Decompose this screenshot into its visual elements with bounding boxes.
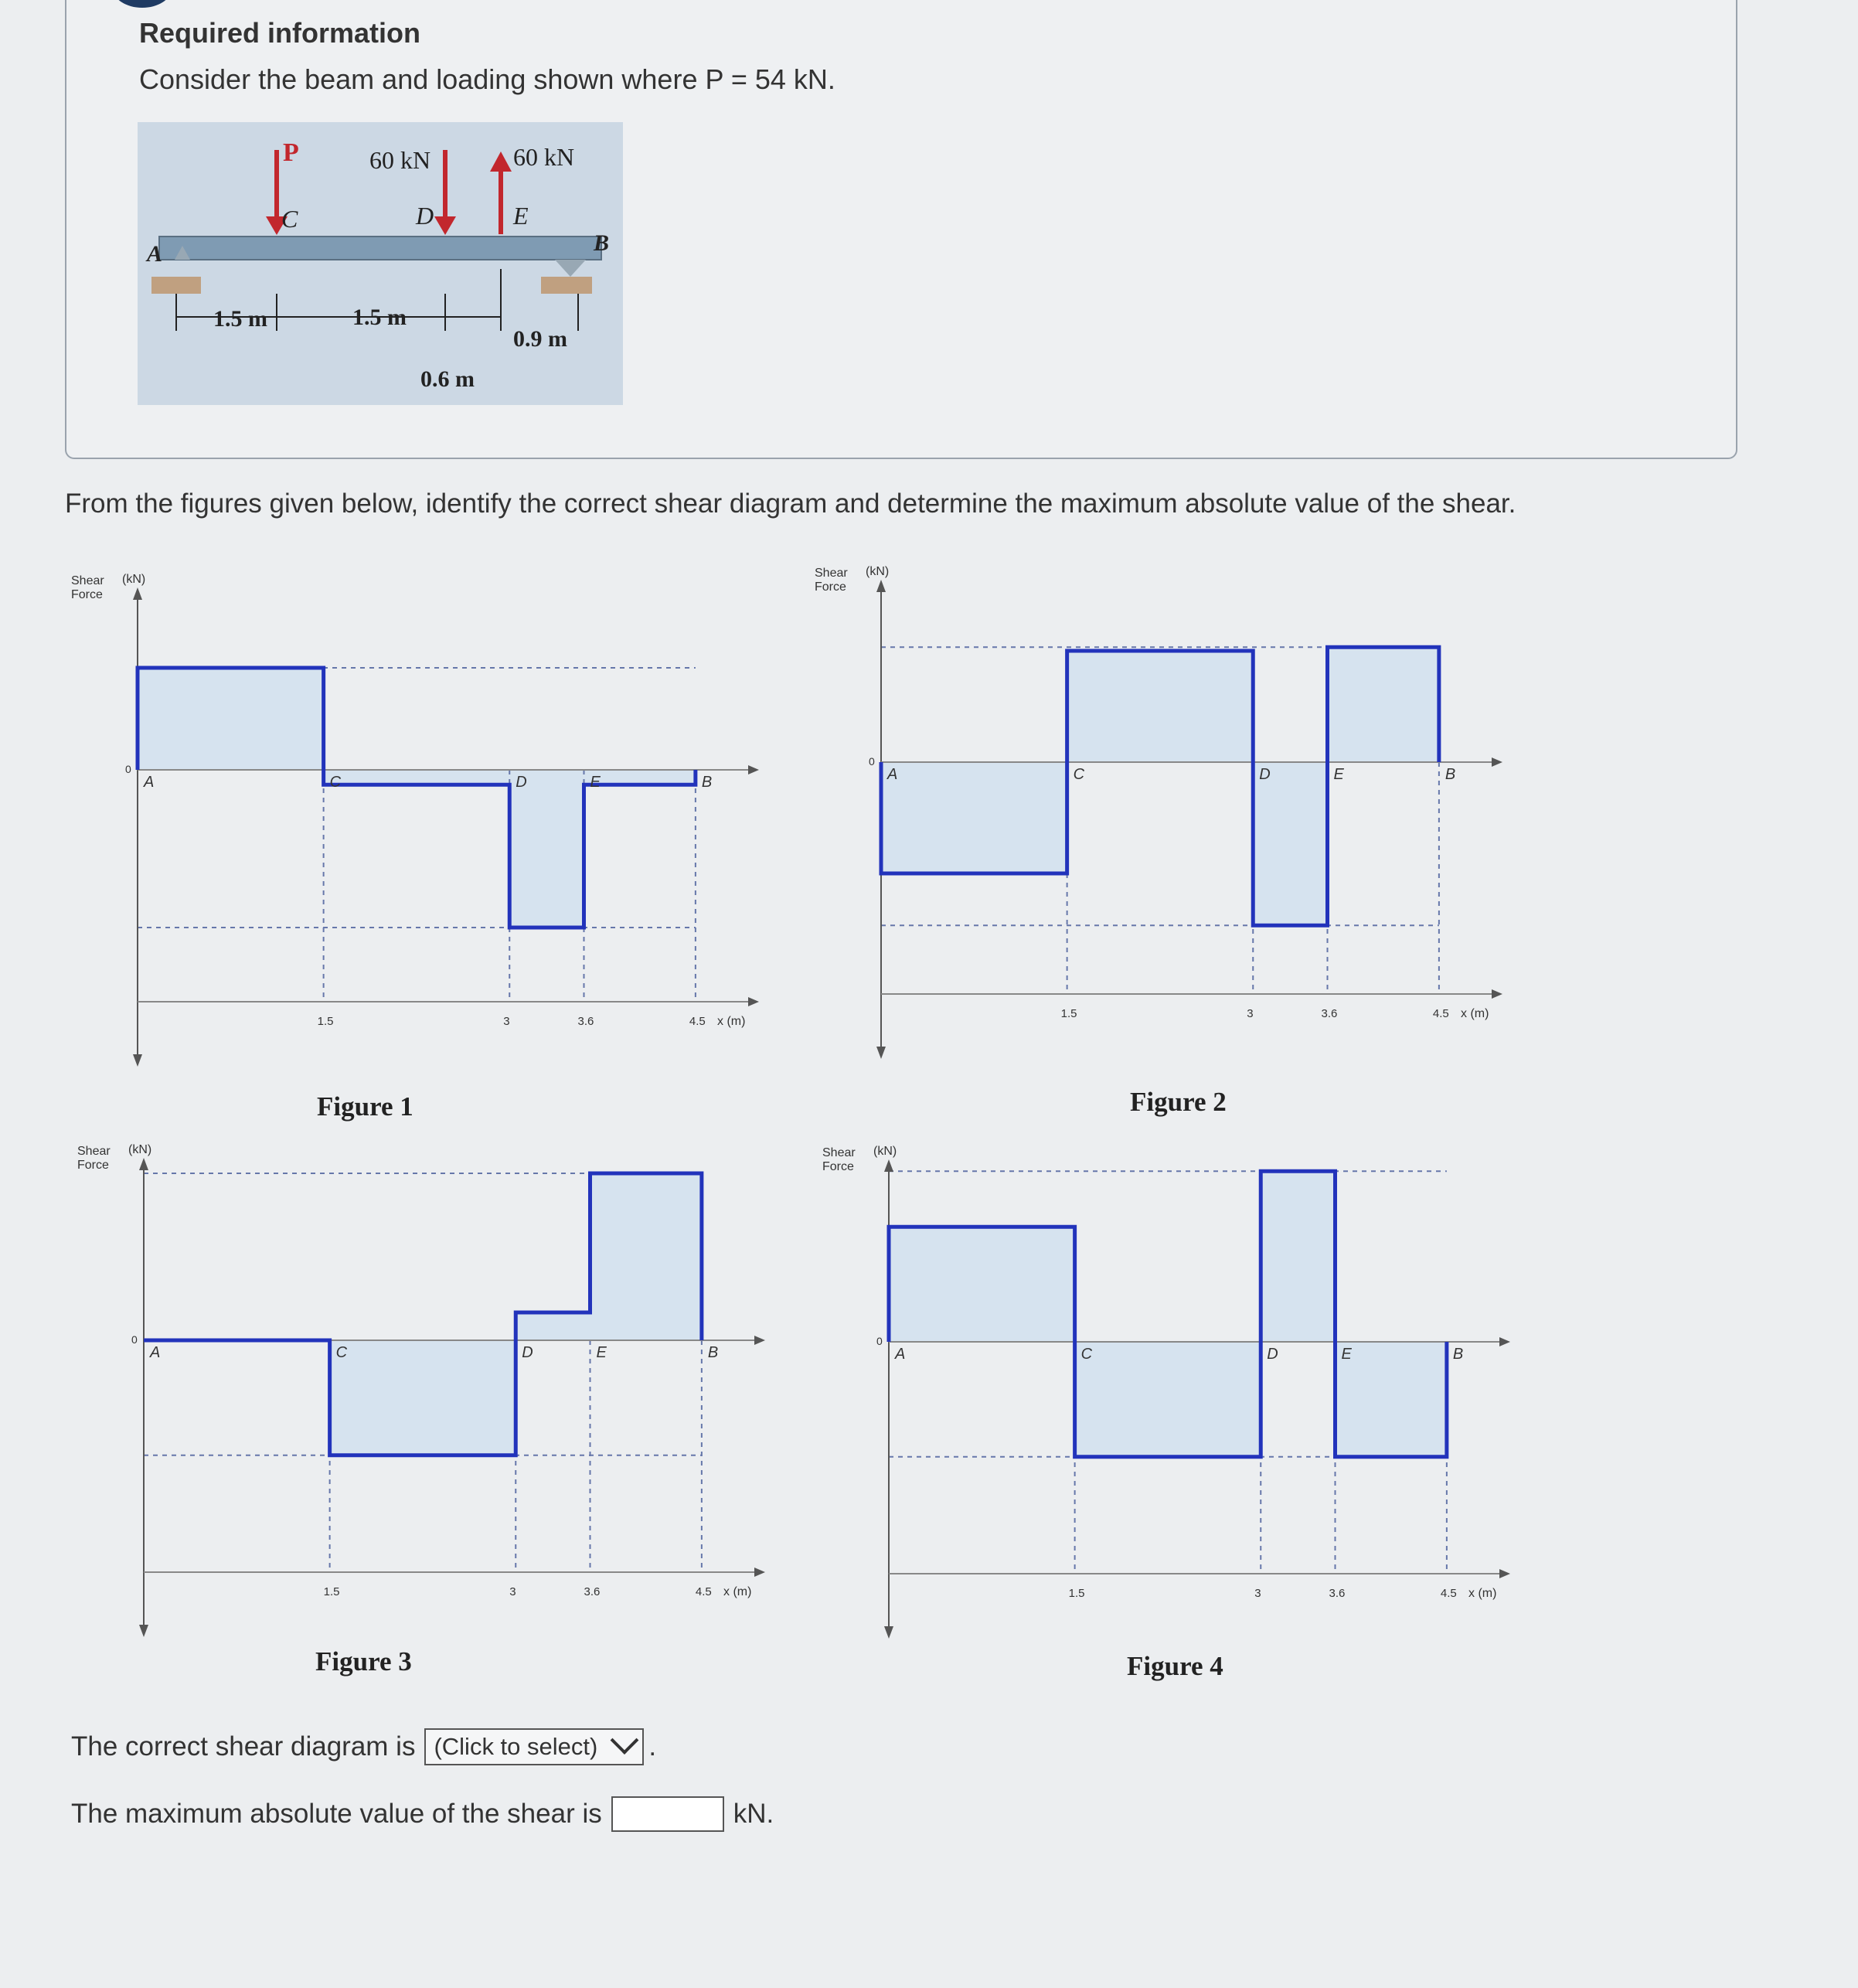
- y-title: Force: [815, 580, 846, 594]
- y-title: Shear: [71, 574, 104, 587]
- shear-fill-segment: [881, 762, 1067, 873]
- tick-label: 4.5: [689, 1015, 706, 1028]
- y-title: Shear: [815, 567, 848, 580]
- x-axis-arrow-icon: [1499, 1569, 1510, 1578]
- tick-label: 3: [1254, 1587, 1261, 1600]
- x-axis-arrow-icon: [1492, 989, 1502, 999]
- dim-1-label: 1.5 m: [213, 306, 267, 332]
- figure-2-caption: Figure 2: [1130, 1087, 1227, 1117]
- dim-4-label: 0.6 m: [420, 366, 475, 392]
- x-axis-arrow-icon: [754, 1568, 765, 1577]
- tick-label: 3.6: [577, 1015, 594, 1028]
- point-label: E: [1341, 1346, 1352, 1363]
- shear-fill-segment: [590, 1173, 702, 1340]
- load-e-arrow-icon: [490, 151, 512, 172]
- chevron-down-icon: [611, 1726, 639, 1755]
- tick-label: 1.5: [317, 1015, 334, 1028]
- point-label: B: [1452, 1346, 1464, 1363]
- q2-label: The maximum absolute value of the shear is: [71, 1799, 602, 1829]
- y-axis-arrow-icon: [139, 1158, 148, 1170]
- shear-fill-segment: [1253, 762, 1327, 925]
- shear-figure-1: [68, 569, 779, 1098]
- label-d: D: [416, 202, 434, 230]
- dim-3-label: 0.9 m: [513, 326, 567, 352]
- y-unit: (kN): [128, 1143, 152, 1156]
- tick-label: 1.5: [323, 1585, 340, 1598]
- label-p: P: [283, 138, 299, 167]
- answer-row-diagram: [71, 1728, 656, 1765]
- zero-label: 0: [125, 763, 131, 775]
- load-d-arrow-icon: [434, 216, 456, 235]
- point-label: B: [701, 774, 713, 791]
- shear-fill-segment: [1075, 1342, 1261, 1457]
- y-axis-arrow-icon: [876, 1047, 886, 1059]
- label-b: B: [594, 230, 610, 256]
- answer-row-shear: [71, 1796, 774, 1832]
- shear-fill-segment: [1067, 651, 1254, 762]
- tick-label: 1.5: [1060, 1007, 1077, 1020]
- shear-fill-segment: [1261, 1171, 1335, 1342]
- y-axis-arrow-icon: [876, 580, 886, 592]
- beam-loading-figure: [138, 122, 623, 405]
- shear-figure-4: [819, 1141, 1530, 1670]
- shear-fill-segment: [516, 1312, 590, 1340]
- point-label: D: [1259, 766, 1271, 783]
- label-a: A: [147, 241, 163, 267]
- x-unit: x (m): [1468, 1587, 1497, 1600]
- x-axis-arrow-icon: [754, 1336, 765, 1345]
- y-title: Shear: [77, 1145, 111, 1158]
- tick-label: 4.5: [1440, 1587, 1457, 1600]
- shear-fill-segment: [330, 1340, 516, 1455]
- point-label: A: [887, 766, 898, 783]
- figure-3-caption: Figure 3: [315, 1646, 412, 1677]
- shear-plot-svg: [68, 569, 779, 1094]
- dim-2-label: 1.5 m: [352, 305, 407, 330]
- point-label: D: [522, 1344, 533, 1361]
- point-label: C: [335, 1344, 348, 1361]
- point-label: D: [516, 774, 527, 791]
- y-axis-arrow-icon: [133, 1054, 142, 1067]
- support-base-a: [151, 277, 201, 294]
- kn-unit: kN.: [733, 1799, 774, 1829]
- shear-fill-segment: [1328, 647, 1439, 762]
- tick-label: 3.6: [1329, 1587, 1346, 1600]
- tick-label: 4.5: [1432, 1007, 1449, 1020]
- tick-label: 1.5: [1068, 1587, 1085, 1600]
- y-axis-arrow-icon: [133, 587, 142, 600]
- x-axis-arrow-icon: [748, 997, 759, 1006]
- corner-badge-icon: [113, 0, 172, 8]
- y-unit: (kN): [122, 573, 146, 586]
- q1-period: .: [648, 1731, 657, 1762]
- zero-label: 0: [131, 1333, 138, 1346]
- figure-4-caption: Figure 4: [1127, 1651, 1223, 1681]
- max-shear-input[interactable]: [611, 1796, 724, 1832]
- y-title: Shear: [822, 1146, 856, 1159]
- y-axis-arrow-icon: [884, 1626, 893, 1639]
- point-label: C: [329, 774, 342, 791]
- tick-label: 3: [503, 1015, 510, 1028]
- label-c: C: [281, 205, 298, 233]
- tick-label: 3.6: [1321, 1007, 1338, 1020]
- shear-fill-segment: [324, 770, 510, 785]
- zero-label: 0: [876, 1335, 883, 1347]
- point-label: A: [150, 1344, 161, 1361]
- x-axis-arrow-icon: [1499, 1337, 1510, 1346]
- shear-figure-2: [812, 561, 1523, 1091]
- shear-figure-3: [74, 1139, 785, 1669]
- beam-body: [159, 237, 601, 260]
- x-unit: x (m): [723, 1585, 752, 1598]
- diagram-select-label: (Click to select): [434, 1733, 598, 1760]
- point-label: D: [1267, 1346, 1278, 1363]
- required-info-title: Required information: [139, 17, 421, 49]
- beam-svg: [138, 122, 623, 405]
- question-prompt: From the figures given below, identify the correct shear diagram and determine the maximum absolute value of the shear.: [65, 488, 1516, 519]
- label-60kn-down: 60 kN: [369, 146, 431, 174]
- shear-plot-svg: [819, 1141, 1530, 1666]
- label-e: E: [513, 202, 529, 230]
- point-label: A: [895, 1346, 906, 1363]
- x-unit: x (m): [1461, 1007, 1489, 1020]
- shear-fill-segment: [1336, 1342, 1447, 1457]
- tick-label: 3: [509, 1585, 516, 1598]
- x-axis-arrow-icon: [748, 765, 759, 774]
- tick-label: 4.5: [695, 1585, 712, 1598]
- x-axis-arrow-icon: [1492, 757, 1502, 767]
- shear-fill-segment: [889, 1227, 1075, 1342]
- tick-label: 3.6: [584, 1585, 601, 1598]
- tick-label: 3: [1247, 1007, 1254, 1020]
- point-label: E: [590, 774, 601, 791]
- y-axis-arrow-icon: [139, 1625, 148, 1637]
- label-60kn-up: 60 kN: [513, 143, 575, 171]
- shear-plot-svg: [812, 561, 1523, 1087]
- zero-label: 0: [869, 755, 875, 768]
- point-label: E: [596, 1344, 607, 1361]
- shear-fill-segment: [584, 770, 696, 785]
- q1-label: The correct shear diagram is: [71, 1731, 416, 1762]
- y-title: Force: [71, 588, 103, 601]
- roller-support-icon: [555, 260, 586, 277]
- point-label: B: [1445, 766, 1456, 783]
- problem-statement: Consider the beam and loading shown where P = 54 kN.: [139, 63, 835, 95]
- y-unit: (kN): [866, 565, 890, 578]
- y-title: Force: [77, 1159, 109, 1172]
- figure-1-caption: Figure 1: [317, 1091, 413, 1122]
- shear-plot-svg: [74, 1139, 785, 1665]
- support-base-b: [541, 277, 592, 294]
- point-label: E: [1333, 766, 1344, 783]
- shear-fill-segment: [509, 770, 584, 928]
- point-label: C: [1073, 766, 1085, 783]
- point-label: B: [707, 1344, 719, 1361]
- y-axis-arrow-icon: [884, 1159, 893, 1172]
- shear-fill-segment: [138, 668, 324, 770]
- y-unit: (kN): [873, 1145, 897, 1158]
- diagram-select[interactable]: [424, 1728, 644, 1765]
- x-unit: x (m): [717, 1015, 746, 1028]
- y-title: Force: [822, 1160, 854, 1173]
- point-label: A: [144, 774, 155, 791]
- point-label: C: [1080, 1346, 1093, 1363]
